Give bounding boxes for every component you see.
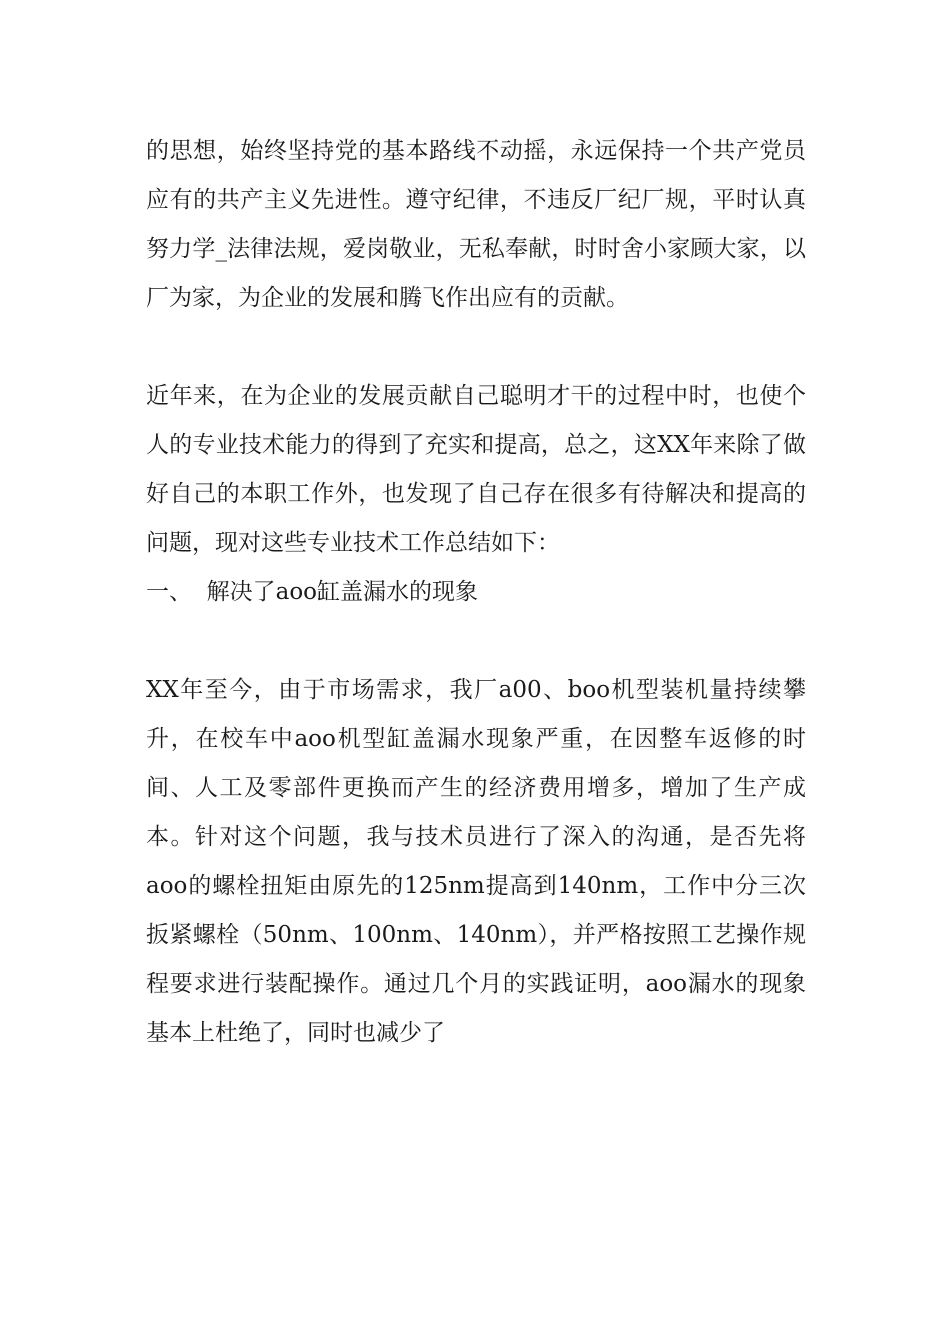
paragraph-cylinder-head-leak: XX年至今，由于市场需求，我厂a00、boo机型装机量持续攀升，在校车中aoo机型缸盖漏水现象严重，在因整车返修的时间、人工及零部件更换而产生的经济费用增多，增加了生产成本。针对这个问题，我与技术员进行了深入的沟通，是否先将aoo的螺栓扭矩由原先的125nm提高到140nm，工作中分三次扳紧螺栓（50nm、100nm、140nm），并严格按照工艺操作规程要求进行装配操作。通过几个月的实践证明，aoo漏水的现象基本上杜绝了，同时也减少了: [146, 677, 806, 1046]
section-heading: 一、 解决了aoo缸盖漏水的现象: [146, 579, 479, 605]
paragraph-recent-years: 近年来，在为企业的发展贡献自己聪明才干的过程中时，也使个人的专业技术能力的得到了充实和提高，总之，这XX年来除了做好自己的本职工作外，也发现了自己存在很多有待解决和提高的问题，现对这些专业技术工作总结如下：: [146, 383, 806, 556]
document-body: [146, 127, 806, 1058]
paragraph-party-spirit: 的思想，始终坚持党的基本路线不动摇，永远保持一个共产党员应有的共产主义先进性。遵守纪律，不违反厂纪厂规，平时认真努力学_法律法规，爱岗敬业，无私奉献，时时舍小家顾大家，以厂为家，为企业的发展和腾飞作出应有的贡献。: [146, 138, 806, 311]
